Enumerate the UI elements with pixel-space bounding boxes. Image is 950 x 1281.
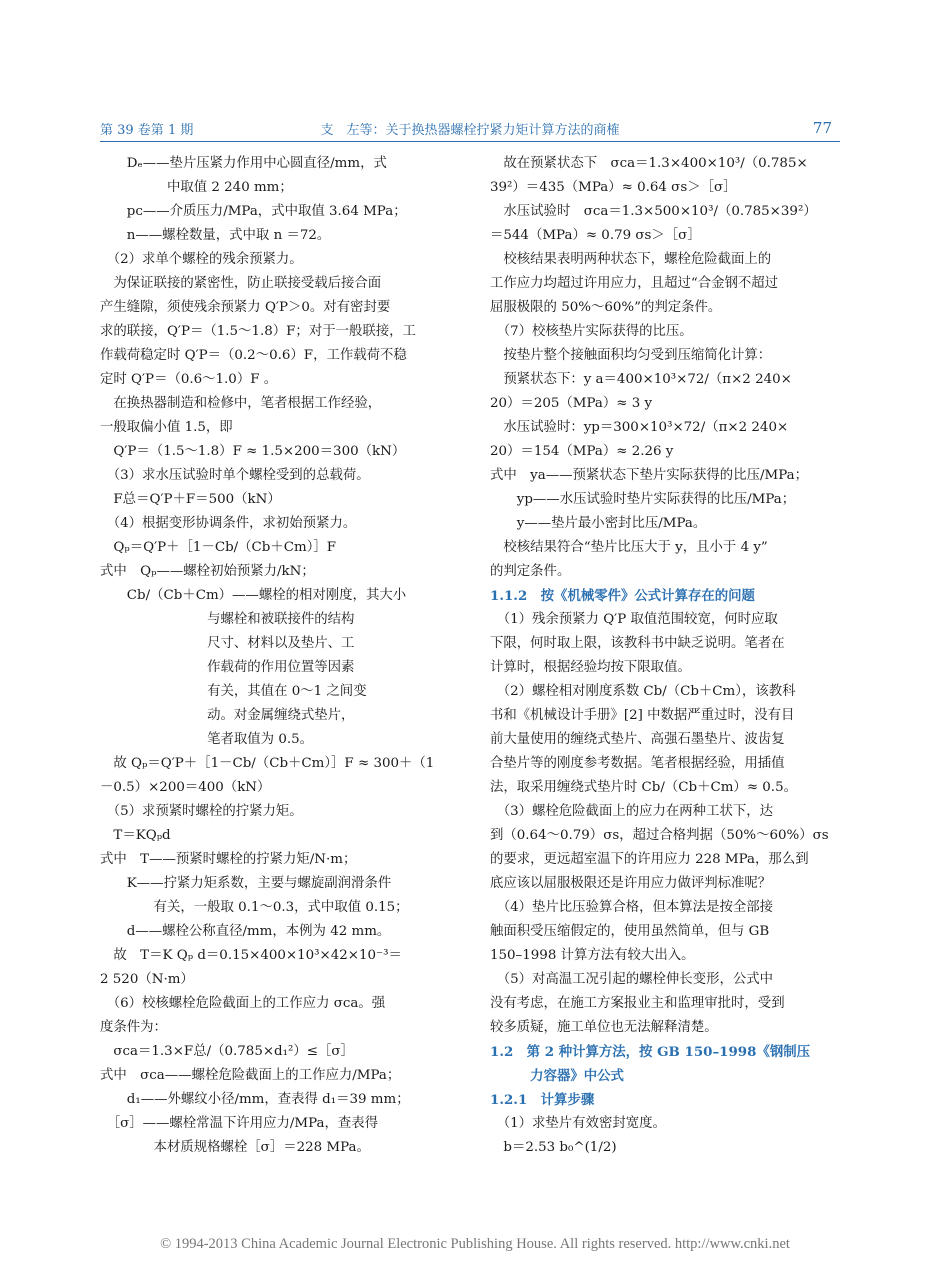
section-heading-1-2: 1.2 第 2 种计算方法，按 GB 150–1998《钢制压 (490, 1044, 811, 1060)
text-line: 下限，何时取上限，该教科书中缺乏说明。笔者在 (490, 636, 785, 651)
text-line: 预紧状态下：y a＝400×10³×72/（π×2 240× (490, 372, 792, 387)
text-line: （1）残余预紧力 Q′P 取值范围较宽，何时应取 (490, 612, 778, 627)
text-line: 没有考虑，在施工方案报业主和监理审批时，受到 (490, 996, 785, 1011)
text-line: 触面积受压缩假定的，使用虽然简单，但与 GB (490, 924, 770, 939)
text-line: 工作应力均超过许用应力，且超过“合金钢不超过 (490, 276, 779, 291)
section-heading-1-2-cont: 力容器》中公式 (490, 1068, 624, 1084)
text-line: （4）根据变形协调条件，求初始预紧力。 (100, 516, 357, 531)
text-line: 定时 Q′P＝（0.6～1.0）F 。 (100, 372, 278, 387)
text-line: 在换热器制造和检修中，笔者根据工作经验， (100, 396, 382, 411)
text-line: 尺寸、材料以及垫片、工 (100, 636, 355, 651)
text-line: 产生缝隙，须使残余预紧力 Q′P＞0。对有密封要 (100, 300, 391, 315)
text-line: y——垫片最小密封比压/MPa。 (490, 516, 707, 531)
text-line: 水压试验时：yp＝300×10³×72/（π×2 240× (490, 420, 789, 435)
text-line: 有关，一般取 0.1～0.3，式中取值 0.15； (100, 900, 409, 915)
text-line: 20）＝205（MPa）≈ 3 y (490, 396, 653, 411)
text-line: 按垫片整个接触面积均匀受到压缩简化计算： (490, 348, 772, 363)
copyright-footer: © 1994-2013 China Academic Journal Electronic Publishing House. All rights reserved. http://www.cnki.net (160, 1236, 790, 1252)
text-line: 故 T＝K Qₚ d＝0.15×400×10³×42×10⁻³＝ (100, 948, 402, 963)
text-line: 故 Qₚ＝Q′P＋［1－Cb/（Cb＋Cm）］F ≈ 300＋（1 (100, 756, 435, 771)
text-line: （3）求水压试验时单个螺栓受到的总载荷。 (100, 468, 370, 483)
text-line: Q′P＝（1.5～1.8）F ≈ 1.5×200＝300（kN） (100, 444, 406, 459)
text-line: F总＝Q′P＋F＝500（kN） (100, 492, 281, 507)
text-line: 39²）＝435（MPa）≈ 0.64 σs＞［σ］ (490, 180, 737, 195)
text-line: 式中 Qₚ——螺栓初始预紧力/kN； (100, 564, 315, 579)
left-column (100, 152, 460, 1160)
text-line: 式中 σca——螺栓危险截面上的工作应力/MPa； (100, 1068, 401, 1083)
text-line: 屈服极限的 50%～60%”的判定条件。 (490, 300, 722, 315)
text-line: d₁——外螺纹小径/mm，查表得 d₁＝39 mm； (100, 1092, 410, 1107)
text-line: （1）求垫片有效密封宽度。 (490, 1116, 666, 1131)
text-line: 式中 T——预紧时螺栓的拧紧力矩/N·m； (100, 852, 357, 867)
text-line: （5）求预紧时螺栓的拧紧力矩。 (100, 804, 303, 819)
text-line: 笔者取值为 0.5。 (100, 732, 314, 747)
text-line: 作载荷的作用位置等因素 (100, 660, 355, 675)
text-line: －0.5）×200＝400（kN） (100, 780, 271, 795)
section-heading-1-2-1: 1.2.1 计算步骤 (490, 1092, 595, 1108)
text-line: 度条件为： (100, 1020, 167, 1035)
header-rule (100, 141, 840, 142)
page-number: 77 (812, 119, 832, 137)
text-line: 书和《机械设计手册》[2] 中数据严重过时，没有目 (490, 708, 795, 723)
right-column (490, 152, 850, 1160)
text-line: 150–1998 计算方法有较大出入。 (490, 948, 695, 963)
text-line: 校核结果表明两种状态下，螺栓危险截面上的 (490, 252, 772, 267)
text-line: 为保证联接的紧密性，防止联接受载后接合面 (100, 276, 382, 291)
text-line: （5）对高温工况引起的螺栓伸长变形，公式中 (490, 972, 774, 987)
article-running-title: 支 左等：关于换热器螺栓拧紧力矩计算方法的商榷 (320, 123, 620, 138)
text-line: 校核结果符合“垫片比压大于 y，且小于 4 y” (490, 540, 768, 555)
text-line: （2）求单个螺栓的残余预紧力。 (100, 252, 303, 267)
text-line: 合垫片等的刚度参考数据。笔者根据经验，用插值 (490, 756, 785, 771)
section-heading-1-1-2: 1.1.2 按《机械零件》公式计算存在的问题 (490, 588, 755, 604)
text-line: 一般取偏小值 1.5，即 (100, 420, 233, 435)
text-line: （7）校核垫片实际获得的比压。 (490, 324, 693, 339)
text-line: yp——水压试验时垫片实际获得的比压/MPa； (490, 492, 796, 507)
text-line: （2）螺栓相对刚度系数 Cb/（Cb＋Cm），该教科 (490, 684, 796, 699)
text-line: 与螺栓和被联接件的结构 (100, 612, 355, 627)
text-line: 前大量使用的缠绕式垫片、高强石墨垫片、波齿复 (490, 732, 785, 747)
text-line: 求的联接，Q′P＝（1.5～1.8）F；对于一般联接，工 (100, 324, 416, 339)
text-line: T＝KQₚd (100, 828, 171, 843)
text-line: n——螺栓数量，式中取 n ＝72。 (100, 228, 331, 243)
text-line: d——螺栓公称直径/mm，本例为 42 mm。 (100, 924, 391, 939)
text-line: 2 520（N·m） (100, 972, 194, 987)
text-line: 作载荷稳定时 Q′P＝（0.2～0.6）F，工作载荷不稳 (100, 348, 407, 363)
text-line: 底应该以屈服极限还是许用应力做评判标准呢？ (490, 876, 772, 891)
text-line: 故在预紧状态下 σca＝1.3×400×10³/（0.785× (490, 156, 808, 171)
text-line: 水压试验时 σca＝1.3×500×10³/（0.785×39²） (490, 204, 817, 219)
text-line: 法，取采用缠绕式垫片时 Cb/（Cb＋Cm）≈ 0.5。 (490, 780, 797, 795)
text-line: 有关，其值在 0～1 之间变 (100, 684, 367, 699)
text-line: 的要求，更远超室温下的许用应力 228 MPa，那么到 (490, 852, 809, 867)
text-line: 动。对金属缠绕式垫片， (100, 708, 355, 723)
text-line: Cb/（Cb＋Cm）——螺栓的相对刚度，其大小 (100, 588, 407, 603)
text-line: （6）校核螺栓危险截面上的工作应力 σca。强 (100, 996, 386, 1011)
text-line: ［σ］——螺栓常温下许用应力/MPa，查表得 (100, 1116, 379, 1131)
text-line: 式中 ya——预紧状态下垫片实际获得的比压/MPa； (490, 468, 808, 483)
text-line: 计算时，根据经验均按下限取值。 (490, 660, 691, 675)
text-line: b＝2.53 b₀^(1/2) (490, 1140, 617, 1155)
text-line: 较多质疑，施工单位也无法解释清楚。 (490, 1020, 718, 1035)
text-line: ＝544（MPa）≈ 0.79 σs＞［σ］ (490, 228, 701, 243)
text-line: Qₚ＝Q′P＋［1－Cb/（Cb＋Cm）］F (100, 540, 337, 555)
text-line: σca＝1.3×F总/（0.785×d₁²）≤［σ］ (100, 1044, 354, 1059)
text-line: 的判定条件。 (490, 564, 571, 579)
running-header (100, 116, 840, 142)
text-line: 中取值 2 240 mm； (100, 180, 293, 195)
text-line: 20）＝154（MPa）≈ 2.26 y (490, 444, 674, 459)
text-line: （4）垫片比压验算合格，但本算法是按全部接 (490, 900, 774, 915)
journal-issue: 第 39 卷第 1 期 (100, 123, 194, 138)
text-line: 到（0.64～0.79）σs，超过合格判据（50%～60%）σs (490, 828, 829, 843)
text-line: Dₑ——垫片压紧力作用中心圆直径/mm，式 (100, 156, 387, 171)
text-line: K——拧紧力矩系数，主要与螺旋副润滑条件 (100, 876, 392, 891)
text-line: （3）螺栓危险截面上的应力在两种工状下，达 (490, 804, 774, 819)
text-line: 本材质规格螺栓［σ］＝228 MPa。 (100, 1140, 370, 1155)
text-line: pᴄ——介质压力/MPa，式中取值 3.64 MPa； (100, 204, 407, 219)
